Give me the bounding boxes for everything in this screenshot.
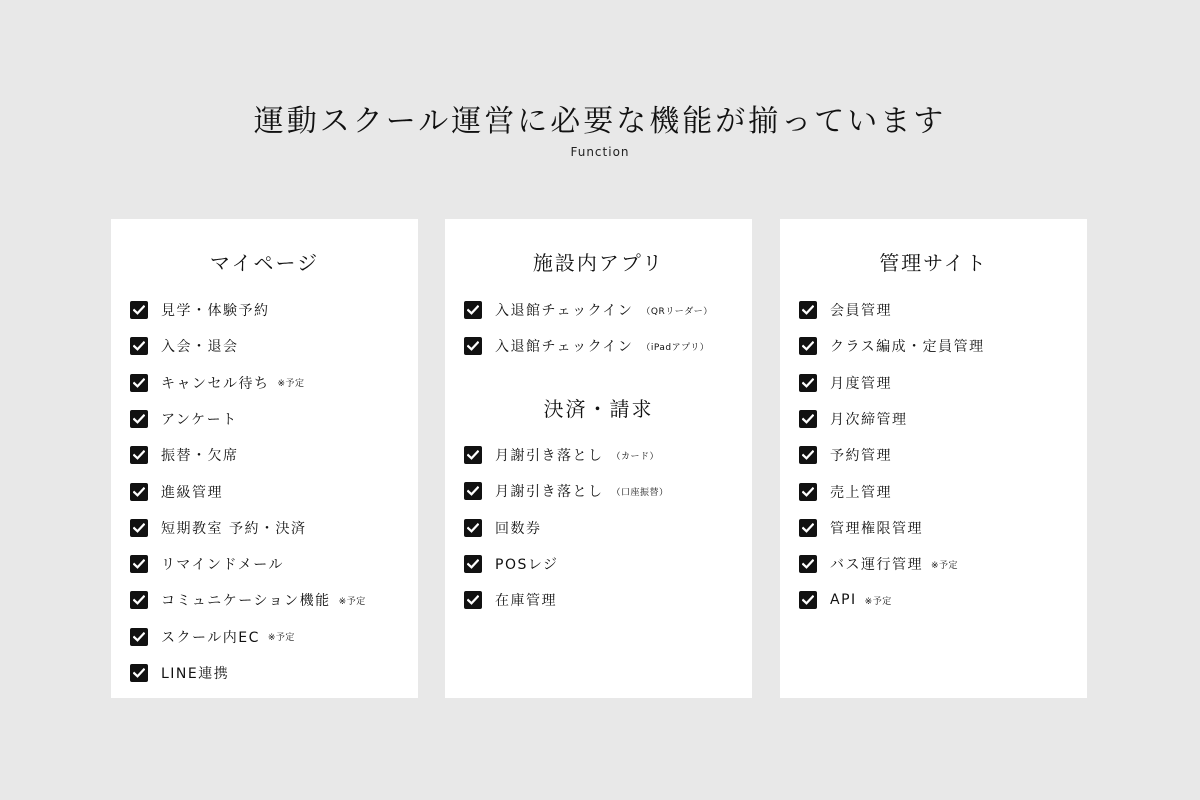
feature-note: （口座振替） (611, 487, 669, 498)
feature-label: 月謝引き落とし (495, 448, 604, 464)
feature-item (799, 518, 923, 538)
feature-item (799, 409, 908, 429)
feature-label: 入会・退会 (161, 339, 239, 356)
feature-label: 入退館チェックイン (495, 303, 634, 319)
feature-label: 入退館チェックイン (495, 339, 634, 356)
feature-label: 月度管理 (830, 375, 892, 392)
feature-item (130, 663, 229, 683)
checkbox-checked-icon (464, 519, 482, 537)
feature-label: API (830, 592, 857, 609)
checkbox-checked-icon (130, 628, 148, 646)
card-facility-app (445, 219, 752, 698)
feature-item (799, 482, 892, 502)
checkbox-checked-icon (799, 337, 817, 355)
checkbox-checked-icon (799, 446, 817, 464)
feature-label: バス運行管理 (830, 557, 923, 574)
checkbox-checked-icon (130, 410, 148, 428)
checkbox-checked-icon (799, 555, 817, 573)
feature-item (799, 590, 892, 610)
feature-item (130, 627, 295, 647)
feature-label: 月次締管理 (830, 411, 908, 428)
feature-label: コミュニケーション機能 (161, 593, 331, 610)
feature-item (130, 336, 239, 356)
feature-item (799, 336, 985, 356)
feature-item (464, 590, 557, 610)
card-admin-site (780, 219, 1087, 698)
feature-label: 月謝引き落とし (495, 484, 604, 501)
feature-item (464, 481, 669, 501)
feature-item (799, 554, 958, 574)
feature-item (464, 336, 709, 356)
feature-item (799, 373, 892, 393)
checkbox-checked-icon (464, 301, 482, 319)
feature-label: 回数券 (495, 520, 542, 537)
checkbox-checked-icon (464, 591, 482, 609)
checkbox-checked-icon (464, 446, 482, 464)
checkbox-checked-icon (464, 482, 482, 500)
feature-note: （iPadアプリ） (641, 342, 710, 353)
checkbox-checked-icon (799, 483, 817, 501)
feature-label: クラス編成・定員管理 (830, 339, 985, 356)
checkbox-checked-icon (130, 374, 148, 392)
section-title-payment: 決済・請求 (543, 397, 654, 421)
feature-label: 進級管理 (161, 484, 223, 501)
card-title: 施設内アプリ (532, 251, 665, 275)
checkbox-checked-icon (130, 591, 148, 609)
feature-note: ※予定 (864, 596, 892, 607)
feature-note: ※予定 (338, 596, 366, 607)
page-subtitle: Function (570, 145, 630, 159)
checkbox-checked-icon (130, 519, 148, 537)
feature-item (464, 554, 559, 574)
feature-label: 見学・体験予約 (161, 303, 270, 319)
feature-label: 売上管理 (830, 484, 892, 501)
checkbox-checked-icon (799, 374, 817, 392)
feature-label: スクール内EC (161, 629, 260, 646)
feature-item (130, 482, 223, 502)
feature-item (464, 300, 713, 320)
feature-label: 振替・欠席 (161, 448, 239, 465)
card-title: 管理サイト (879, 251, 988, 275)
feature-label: 短期教室 予約・決済 (161, 520, 307, 537)
feature-label: 予約管理 (830, 448, 892, 465)
feature-label: アンケート (161, 411, 238, 428)
checkbox-checked-icon (130, 446, 148, 464)
feature-item (130, 518, 306, 538)
checkbox-checked-icon (464, 555, 482, 573)
checkbox-checked-icon (130, 301, 148, 319)
feature-label: LINE連携 (161, 666, 230, 682)
checkbox-checked-icon (799, 591, 817, 609)
checkbox-checked-icon (130, 483, 148, 501)
feature-item (464, 445, 659, 465)
feature-item (464, 518, 542, 538)
feature-label: 会員管理 (830, 303, 892, 319)
feature-note: ※予定 (931, 560, 959, 571)
feature-label: POSレジ (495, 556, 559, 573)
page-title: 運動スクール運営に必要な機能が揃っています (253, 104, 947, 139)
feature-note: ※予定 (267, 633, 295, 644)
checkbox-checked-icon (130, 337, 148, 355)
checkbox-checked-icon (799, 301, 817, 319)
checkbox-checked-icon (464, 337, 482, 355)
feature-note: （QRリーダー） (641, 306, 713, 317)
checkbox-checked-icon (799, 519, 817, 537)
feature-item (799, 300, 892, 320)
feature-label: 管理権限管理 (830, 520, 923, 537)
feature-label: キャンセル待ち (161, 375, 270, 392)
checkbox-checked-icon (130, 664, 148, 682)
card-my-page (111, 219, 418, 698)
checkbox-checked-icon (799, 410, 817, 428)
feature-item (130, 409, 238, 429)
feature-item (130, 300, 270, 320)
feature-label: リマインドメール (161, 557, 285, 574)
feature-item (130, 554, 284, 574)
feature-label: 在庫管理 (495, 593, 557, 610)
feature-item (799, 445, 892, 465)
card-title: マイページ (209, 251, 320, 275)
feature-note: （カード） (611, 451, 660, 462)
feature-item (130, 445, 239, 465)
checkbox-checked-icon (130, 555, 148, 573)
feature-note: ※予定 (277, 379, 305, 390)
feature-item (130, 373, 305, 393)
feature-item (130, 590, 366, 610)
